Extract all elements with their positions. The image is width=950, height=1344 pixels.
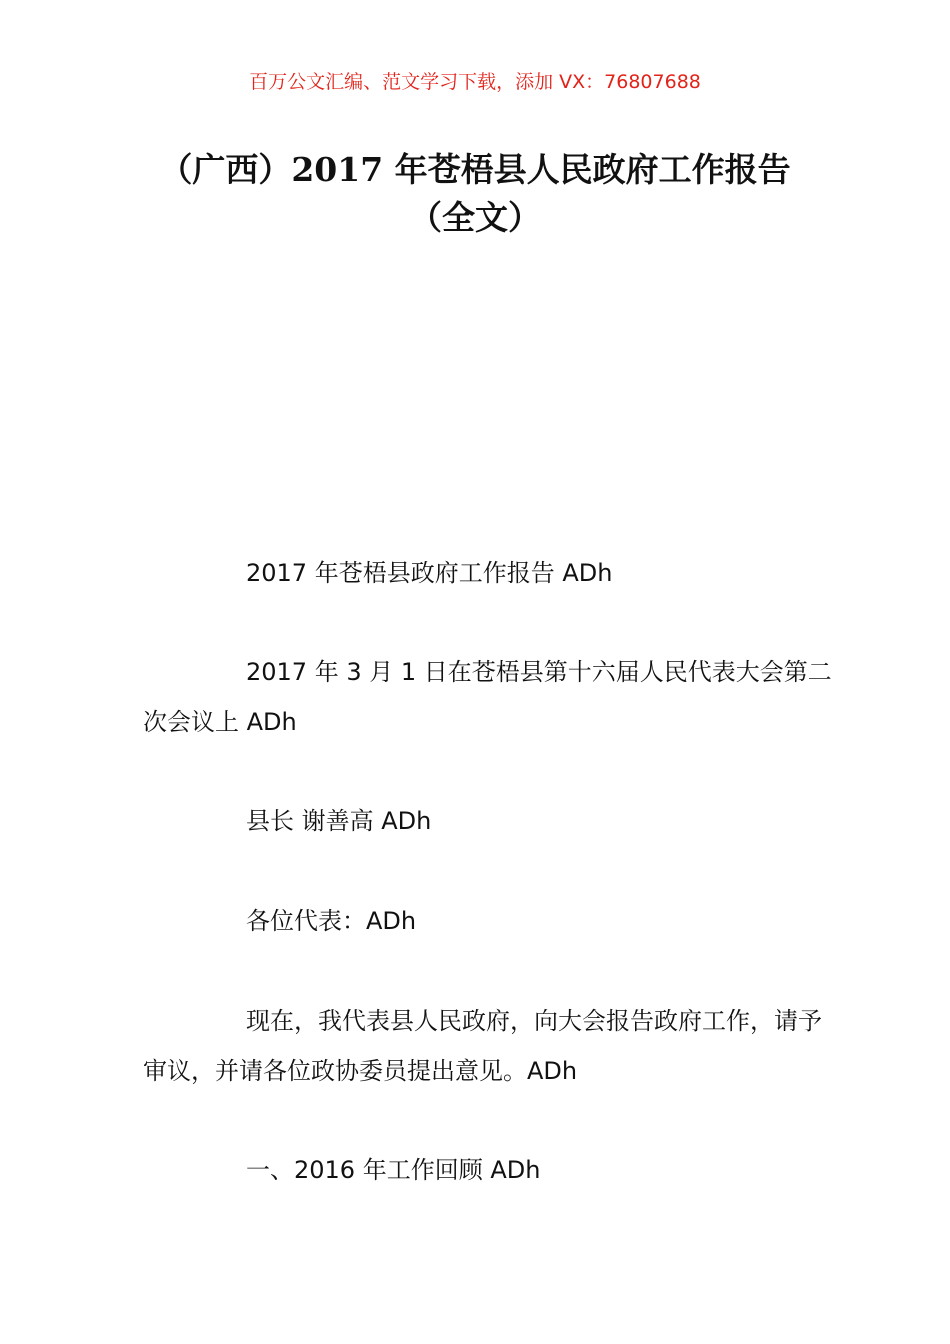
speaker-line: 县长 谢善高 ADh	[246, 807, 432, 835]
document-title-line-1: （广西）2017 年苍梧县人民政府工作报告	[159, 150, 791, 189]
section-heading: 一、2016 年工作回顾 ADh	[246, 1156, 541, 1184]
document-title-line-2: （全文）	[409, 198, 541, 237]
report-heading: 2017 年苍梧县政府工作报告 ADh	[246, 559, 613, 587]
intro-paragraph: 现在，我代表县人民政府，向大会报告政府工作，请予审议，并请各位政协委员提出意见。ADh	[143, 1007, 822, 1085]
salutation: 各位代表：ADh	[246, 907, 417, 935]
meeting-info-paragraph: 2017 年 3 月 1 日在苍梧县第十六届人民代表大会第二次会议上 ADh	[143, 658, 832, 736]
document-title	[100, 146, 850, 242]
header-note: 百万公文汇编、范文学习下载，添加 VX：76807688	[249, 71, 701, 93]
